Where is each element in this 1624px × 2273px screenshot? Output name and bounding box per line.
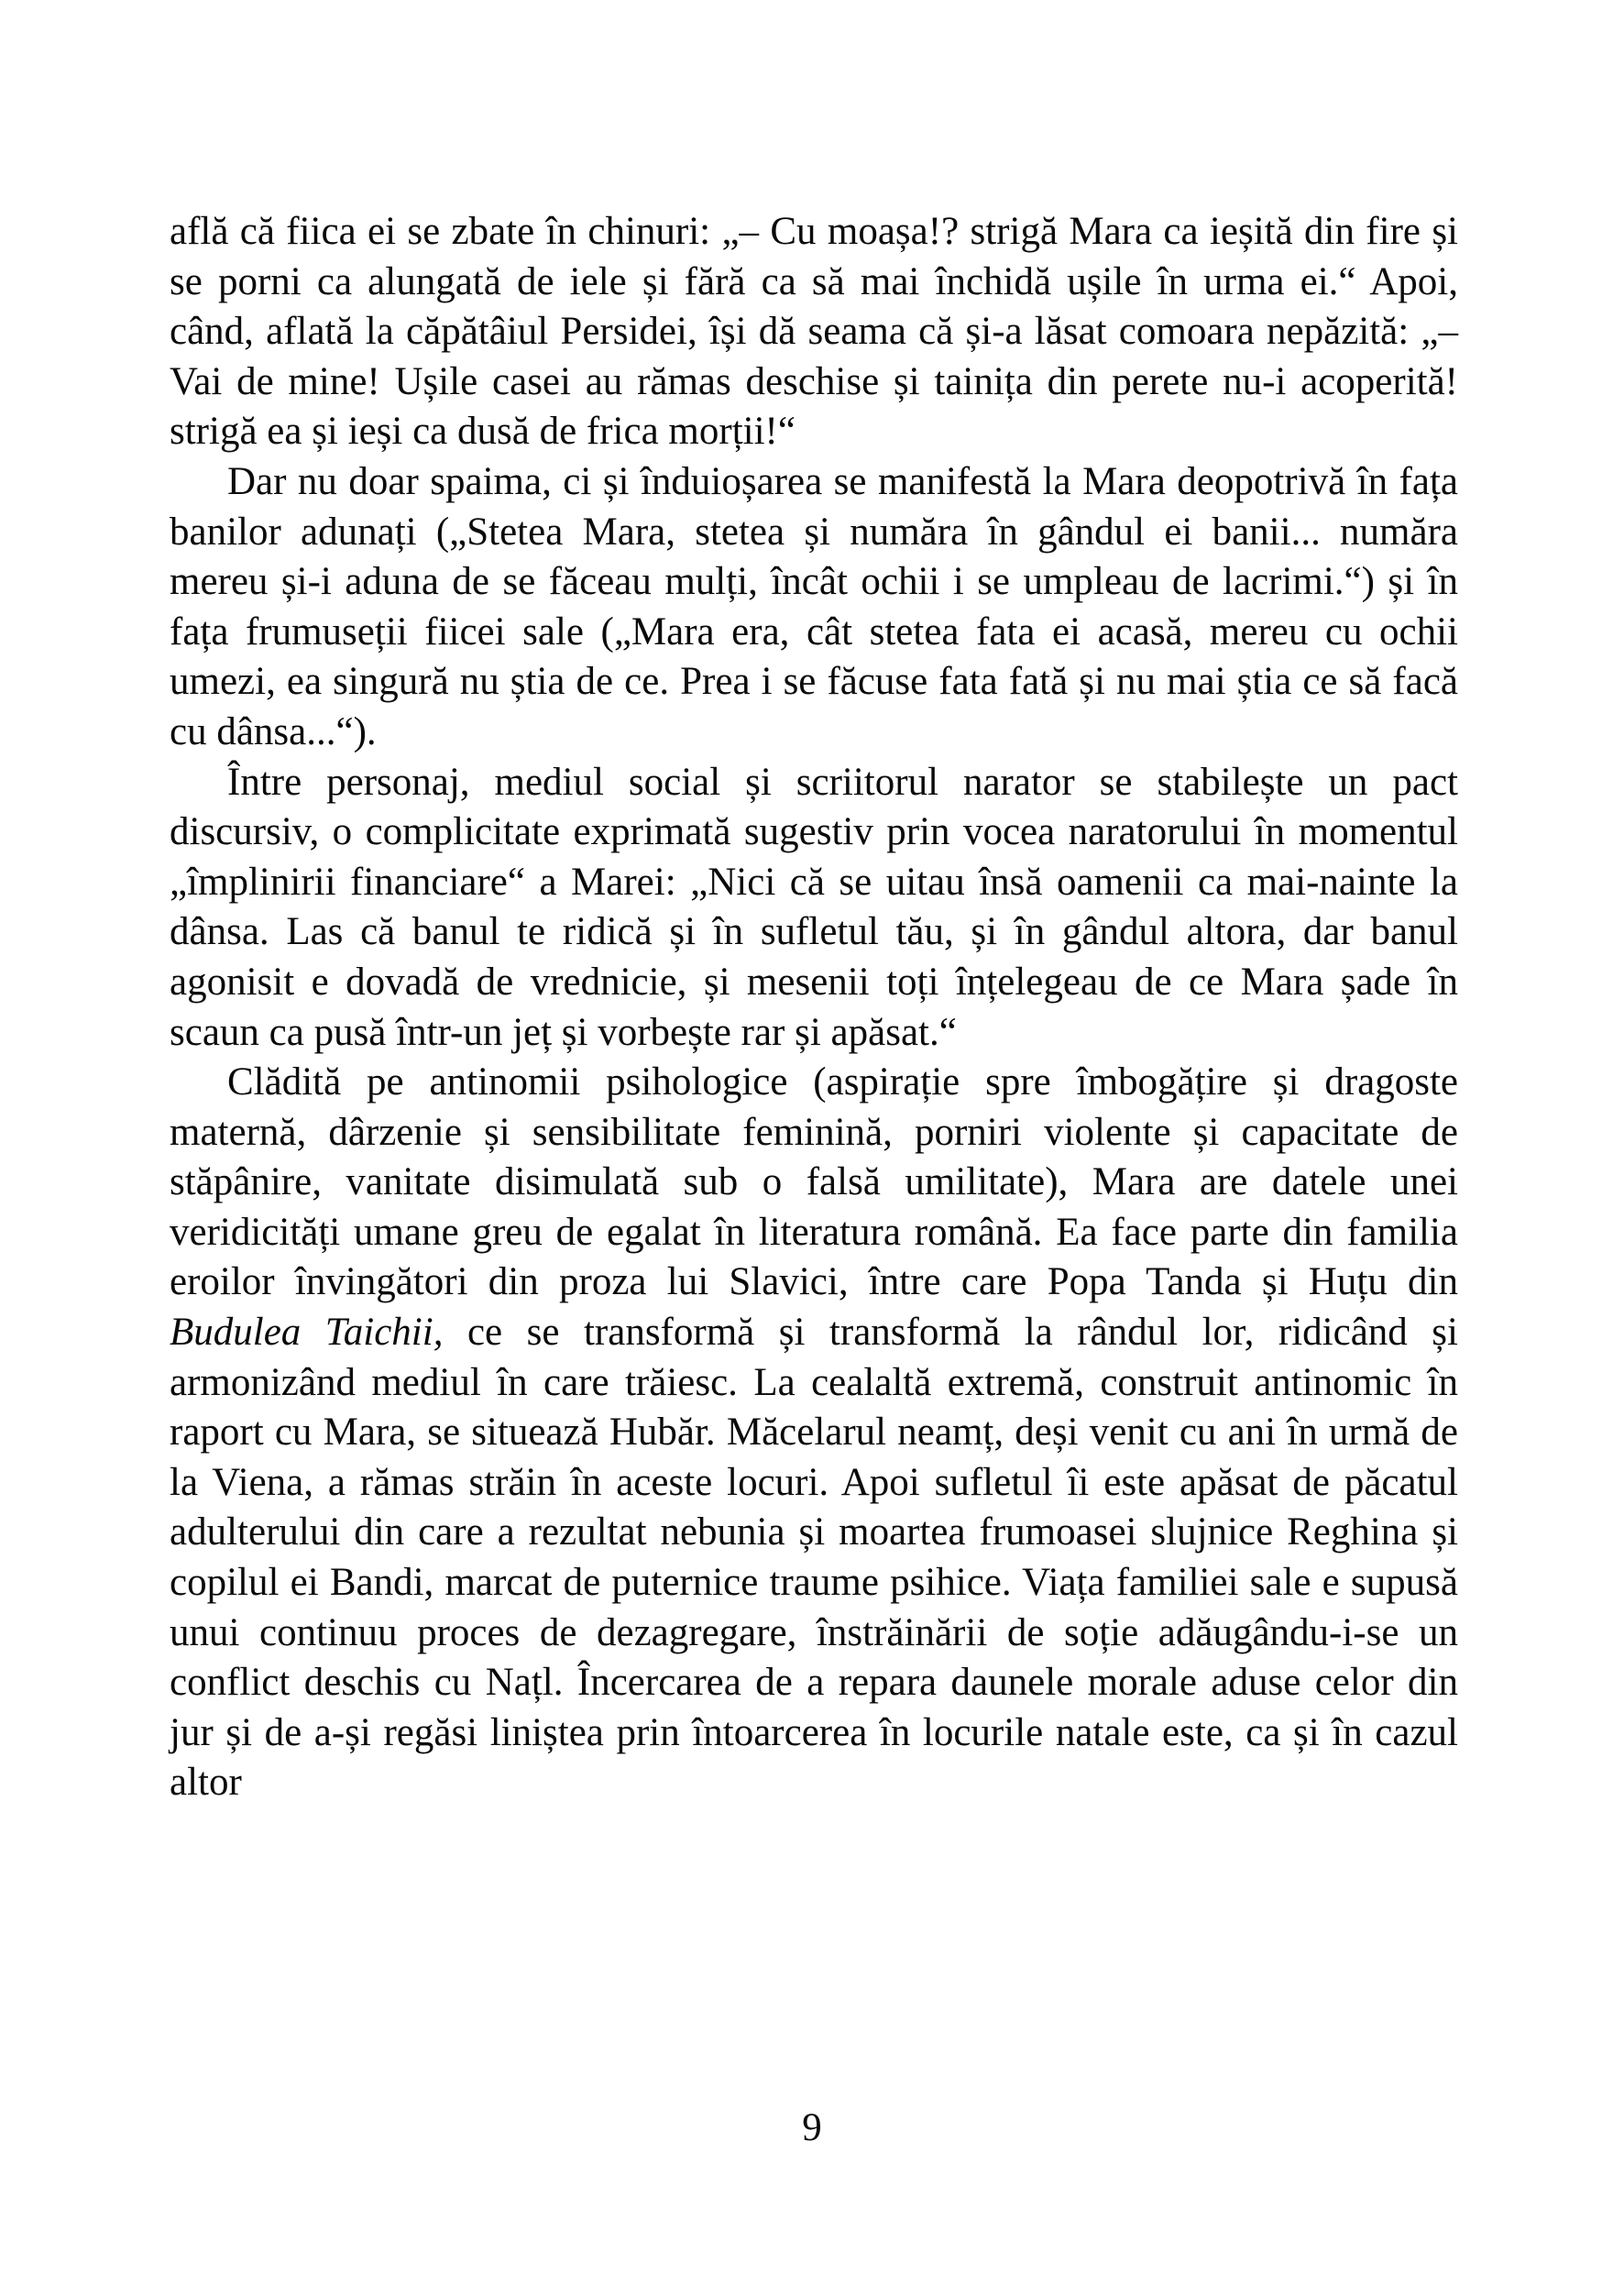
text-segment: află că fiica ei se zbate în chinuri: „– Cu moașa!? strigă Mara ca ieșită din fire și se porni ca alungată de iele și fără ca să mai închidă ușile în urma ei.“ Apoi, când, aflată la căpătâiul Persidei, își dă seama că și-a lăsat comoara nepăzită: „– Vai de mine! Ușile casei au rămas deschise și tainița din perete nu-i acoperită! strigă ea și ieși ca dusă de frica morții!“ (170, 210, 1458, 454)
paragraph (170, 758, 1458, 1059)
italic-text-segment: Budulea Taichii, (170, 1311, 444, 1355)
text-segment: Clădită pe antinomii psihologice (aspirație spre îmbogățire și dragoste maternă, dârzenie și sensibilitate feminină, porniri violente și capacitate de stăpânire, vanitate disimulată sub o falsă umilitate), Mara are datele unei veridicități umane greu de egalat în literatura română. Ea face parte din familia eroilor învingători din proza lui Slavici, între care Popa Tanda și Huțu din (170, 1060, 1458, 1304)
text-segment: Între personaj, mediul social și scriitorul narator se stabilește un pact discursiv, o complicitate exprimată sugestiv prin vocea naratorului în momentul „împlinirii financiare“ a Marei: „Nici că se uitau însă oamenii ca mai-nainte la dânsa. Las că banul te ridică și în sufletul tău, și în gândul altora, dar banul agonisit e dovadă de vrednicie, și mesenii toți înțelegeau de ce Mara șade în scaun ca pusă într-un jeț și vorbește rar și apăsat.“ (170, 760, 1458, 1054)
paragraph (170, 1058, 1458, 1808)
text-segment: ce se transformă și transformă la rândul lor, ridicând și armonizând mediul în care trăiesc. La cealaltă extremă, construit antinomic în raport cu Mara, se situează Hubăr. Măcelarul neamț, deși venit cu ani în urmă de la Viena, a rămas străin în aceste locuri. Apoi sufletul îi este apăsat de păcatul adulterului din care a rezultat nebunia și moartea frumoasei slujnice Reghina și copilul ei Bandi, marcat de puternice traume psihice. Viața familiei sale e supusă unui continuu proces de dezagregare, înstrăinării de soție adăugându-i-se un conflict deschis cu Națl. Încercarea de a repara daunele morale aduse celor din jur și de a-și regăsi liniștea prin întoarcerea în locurile natale este, ca și în cazul altor (170, 1311, 1458, 1805)
page-number: 9 (802, 2106, 822, 2149)
page-footer (0, 2103, 1624, 2154)
paragraph (170, 207, 1458, 457)
text-segment: Dar nu doar spaima, ci și înduioșarea se manifestă la Mara deopotrivă în fața banilor adunați („Stetea Mara, stetea și număra în gândul ei banii... număra mereu și-i aduna de se făceau mulți, încât ochii i se umpleau de lacrimi.“) și în fața frumuseții fiicei sale („Mara era, cât stetea fata ei acasă, mereu cu ochii umezi, ea singură nu știa de ce. Prea i se făcuse fata fată și nu mai știa ce să facă cu dânsa...“). (170, 459, 1458, 753)
text-block (170, 207, 1458, 1808)
paragraph (170, 457, 1458, 758)
